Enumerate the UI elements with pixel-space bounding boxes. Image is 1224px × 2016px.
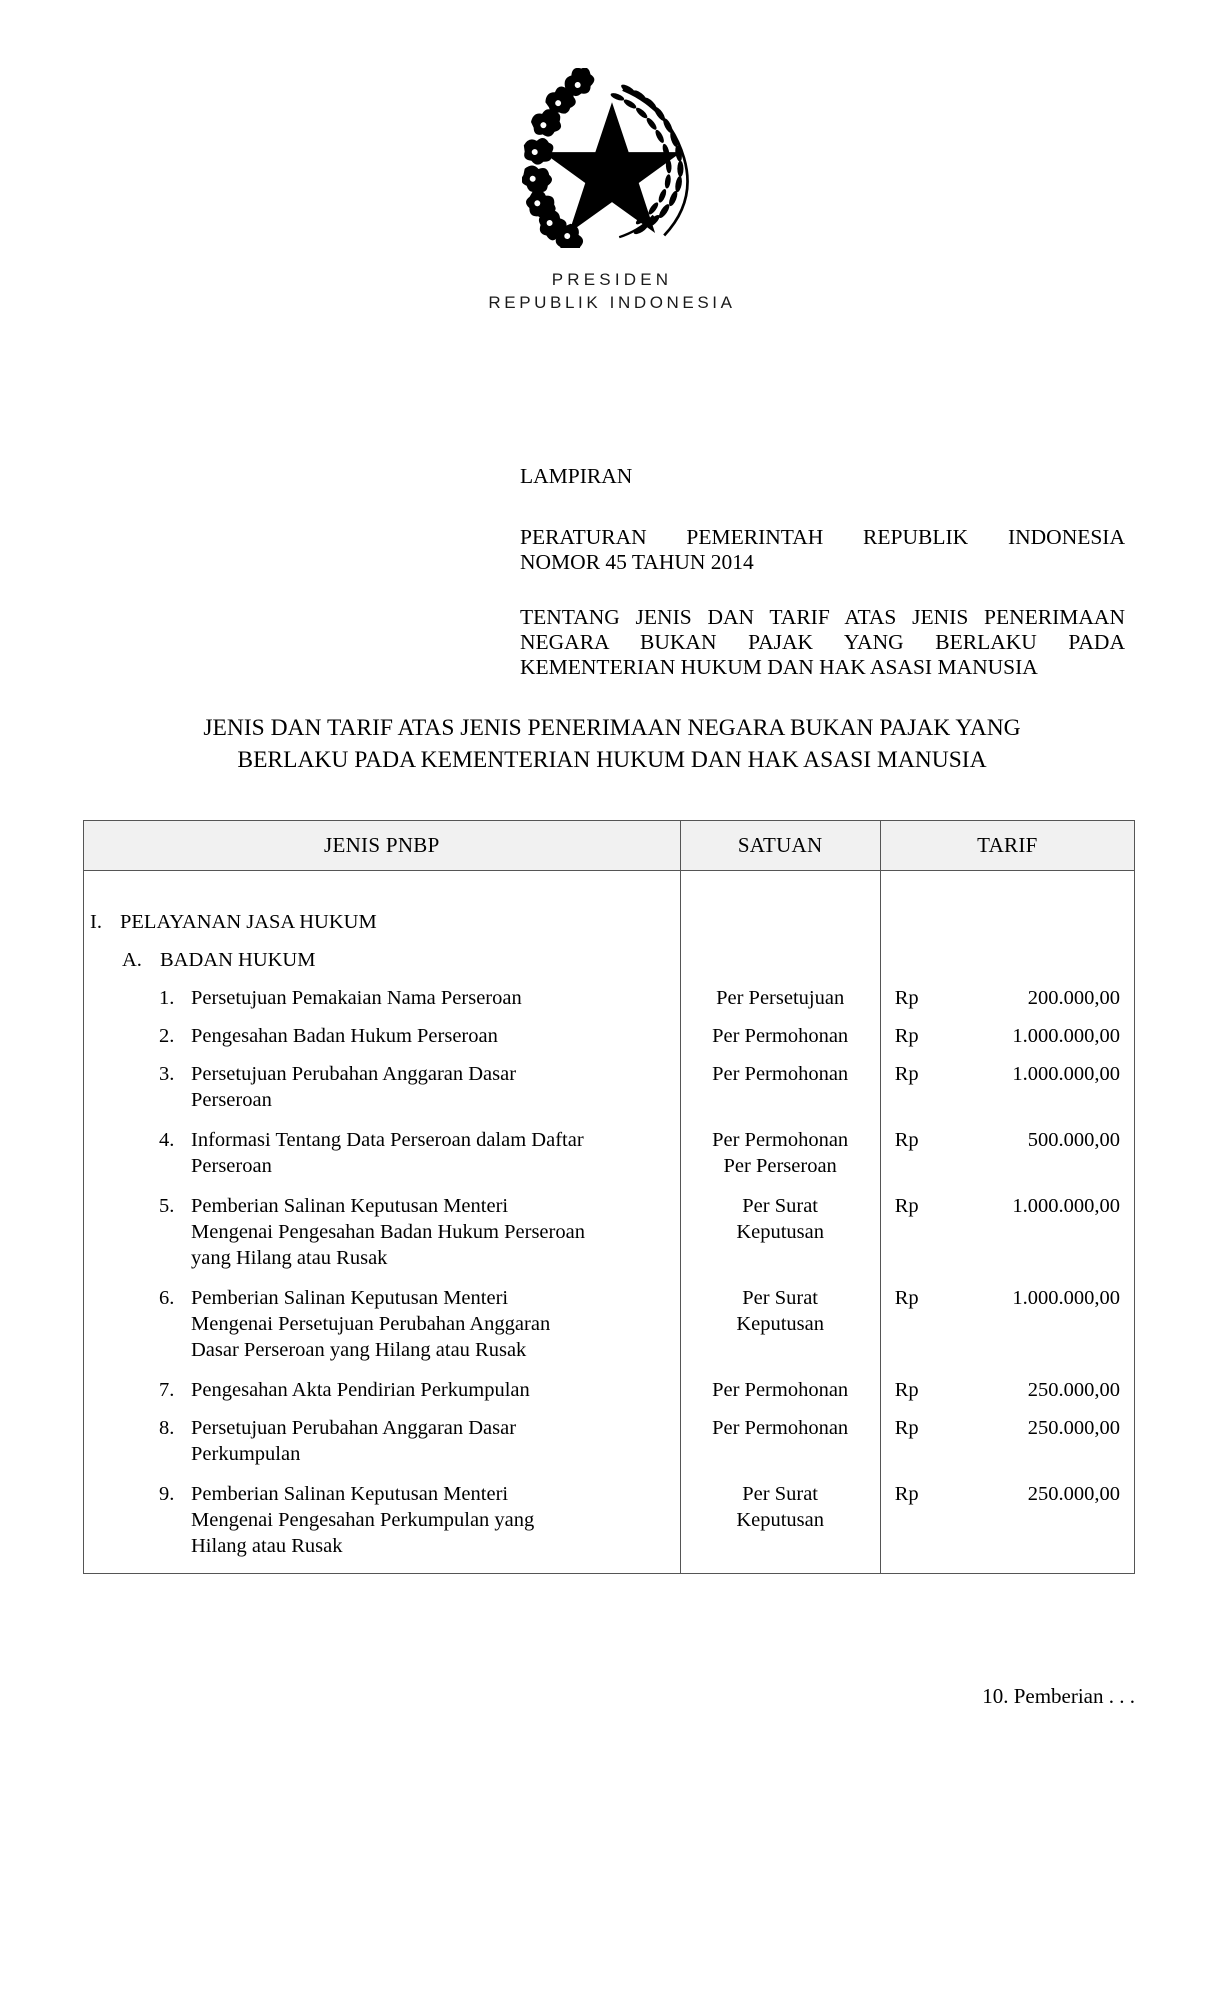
column-header-jenis: JENIS PNBP (84, 821, 681, 871)
item-text-line1: Pengesahan Badan Hukum Perseroan (191, 1025, 498, 1047)
currency-symbol: Rp (894, 1417, 919, 1439)
item-text-line2: Mengenai Pengesahan Badan Hukum Perseroan (191, 1221, 585, 1243)
section-label: PELAYANAN JASA HUKUM (120, 911, 377, 933)
satuan-line2: Keputusan (736, 1221, 824, 1243)
satuan-line2: Keputusan (736, 1313, 824, 1335)
table-row (84, 973, 1135, 1011)
cell-tarif (880, 1363, 1134, 1403)
item-text-line1: Informasi Tentang Data Perseroan dalam Daftar (191, 1129, 584, 1151)
cell-subsection-tarif (880, 935, 1134, 973)
tariff-amount: 250.000,00 (1027, 1379, 1120, 1401)
item-text-line1: Pengesahan Akta Pendirian Perkumpulan (191, 1379, 530, 1401)
emblem-caption (0, 268, 1224, 314)
tariff-amount: 1.000.000,00 (1012, 1195, 1120, 1217)
cell-satuan (680, 973, 880, 1011)
item-text-line3: yang Hilang atau Rusak (191, 1247, 388, 1269)
tariff-amount: 1.000.000,00 (1012, 1287, 1120, 1309)
satuan-line1: Per Permohonan (712, 1417, 849, 1439)
currency-symbol: Rp (894, 1379, 919, 1401)
satuan-line1: Per Permohonan (712, 1379, 849, 1401)
pnbp-tariff-table (83, 820, 1135, 1574)
cell-section-title (84, 871, 681, 936)
table-row (84, 1049, 1135, 1113)
tentang-line-1: TENTANG JENIS DAN TARIF ATAS JENIS PENERIMAAN (520, 605, 1125, 629)
cell-satuan (680, 1113, 880, 1179)
cell-tarif (880, 1113, 1134, 1179)
cell-satuan (680, 1011, 880, 1049)
item-text-line2: Perseroan (191, 1155, 272, 1177)
cell-jenis (84, 1363, 681, 1403)
page-title (140, 712, 1084, 776)
cell-tarif (880, 1179, 1134, 1271)
cell-tarif (880, 973, 1134, 1011)
presidential-emblem (0, 68, 1224, 253)
item-number: 9. (159, 1483, 175, 1505)
item-text-line3: Dasar Perseroan yang Hilang atau Rusak (191, 1339, 527, 1361)
emblem-caption-line2: REPUBLIK INDONESIA (488, 293, 736, 312)
tentang-line-3: KEMENTERIAN HUKUM DAN HAK ASASI MANUSIA (520, 655, 1038, 679)
table-row (84, 1113, 1135, 1179)
table-row (84, 1467, 1135, 1574)
table-row (84, 1011, 1135, 1049)
currency-symbol: Rp (894, 1195, 919, 1217)
tariff-amount: 200.000,00 (1027, 987, 1120, 1009)
cell-tarif (880, 1011, 1134, 1049)
item-text-line1: Pemberian Salinan Keputusan Menteri (191, 1287, 509, 1309)
satuan-line2: Keputusan (736, 1509, 824, 1531)
pnbp-table-container (83, 820, 1135, 1574)
table-row (84, 1403, 1135, 1467)
item-number: 7. (159, 1379, 175, 1401)
satuan-line1: Per Permohonan (712, 1063, 849, 1085)
cell-jenis (84, 1271, 681, 1363)
table-row-section (84, 871, 1135, 936)
regulation-line-2: NOMOR 45 TAHUN 2014 (520, 550, 754, 574)
cell-satuan (680, 1179, 880, 1271)
currency-symbol: Rp (894, 1063, 919, 1085)
table-header-row (84, 821, 1135, 871)
item-number: 1. (159, 987, 175, 1009)
table-row (84, 1179, 1135, 1271)
item-number: 6. (159, 1287, 175, 1309)
cell-tarif (880, 1049, 1134, 1113)
satuan-line1: Per Permohonan (712, 1025, 849, 1047)
cell-jenis (84, 1467, 681, 1574)
satuan-line1: Per Surat (742, 1287, 819, 1309)
currency-symbol: Rp (894, 1129, 919, 1151)
cell-satuan (680, 1049, 880, 1113)
item-text-line1: Persetujuan Pemakaian Nama Perseroan (191, 987, 522, 1009)
item-text-line1: Persetujuan Perubahan Anggaran Dasar (191, 1417, 517, 1439)
cell-section-satuan (680, 871, 880, 936)
item-text-line1: Persetujuan Perubahan Anggaran Dasar (191, 1063, 517, 1085)
item-text-line3: Hilang atau Rusak (191, 1535, 343, 1557)
cell-tarif (880, 1467, 1134, 1574)
currency-symbol: Rp (894, 1287, 919, 1309)
subsection-number: A. (122, 949, 142, 971)
subsection-label: BADAN HUKUM (160, 949, 316, 971)
item-text-line2: Perkumpulan (191, 1443, 301, 1465)
column-header-tarif: TARIF (880, 821, 1134, 871)
tariff-amount: 1.000.000,00 (1012, 1063, 1120, 1085)
cell-jenis (84, 1403, 681, 1467)
cell-section-tarif (880, 871, 1134, 936)
currency-symbol: Rp (894, 1025, 919, 1047)
item-number: 4. (159, 1129, 175, 1151)
satuan-line1: Per Permohonan (712, 1129, 849, 1151)
satuan-line1: Per Surat (742, 1483, 819, 1505)
cell-jenis (84, 1113, 681, 1179)
item-text-line2: Mengenai Persetujuan Perubahan Anggaran (191, 1313, 551, 1335)
cell-subsection-title (84, 935, 681, 973)
cell-jenis (84, 1011, 681, 1049)
cell-subsection-satuan (680, 935, 880, 973)
tariff-amount: 500.000,00 (1027, 1129, 1120, 1151)
tentang-reference (520, 605, 1125, 680)
table-row (84, 1271, 1135, 1363)
cell-satuan (680, 1467, 880, 1574)
item-number: 8. (159, 1417, 175, 1439)
table-row-subsection (84, 935, 1135, 973)
table-header (84, 821, 1135, 871)
cell-satuan (680, 1403, 880, 1467)
satuan-line1: Per Surat (742, 1195, 819, 1217)
lampiran-label: LAMPIRAN (520, 464, 633, 488)
table-body (84, 871, 1135, 1574)
tariff-amount: 250.000,00 (1027, 1417, 1120, 1439)
column-header-satuan: SATUAN (680, 821, 880, 871)
cell-satuan (680, 1271, 880, 1363)
continuation-note: 10. Pemberian . . . (982, 1684, 1135, 1708)
item-text-line1: Pemberian Salinan Keputusan Menteri (191, 1483, 509, 1505)
regulation-line-1: PERATURAN PEMERINTAH REPUBLIK INDONESIA (520, 525, 1125, 549)
cell-jenis (84, 973, 681, 1011)
cell-jenis (84, 1049, 681, 1113)
item-text-line2: Perseroan (191, 1089, 272, 1111)
page-title-line-2: BERLAKU PADA KEMENTERIAN HUKUM DAN HAK ASASI MANUSIA (237, 747, 987, 773)
satuan-line1: Per Persetujuan (716, 987, 845, 1009)
cell-satuan (680, 1363, 880, 1403)
emblem-caption-line1: PRESIDEN (551, 270, 673, 289)
currency-symbol: Rp (894, 987, 919, 1009)
tentang-line-2: NEGARA BUKAN PAJAK YANG BERLAKU PADA (520, 630, 1125, 654)
item-text-line2: Mengenai Pengesahan Perkumpulan yang (191, 1509, 535, 1531)
item-text-line1: Pemberian Salinan Keputusan Menteri (191, 1195, 509, 1217)
page-title-line-1: JENIS DAN TARIF ATAS JENIS PENERIMAAN NEGARA BUKAN PAJAK YANG (203, 715, 1021, 741)
section-number: I. (90, 911, 102, 933)
item-number: 5. (159, 1195, 175, 1217)
star-wreath-emblem-icon (522, 68, 702, 248)
tariff-amount: 1.000.000,00 (1012, 1025, 1120, 1047)
cell-tarif (880, 1271, 1134, 1363)
regulation-reference (520, 525, 1125, 575)
cell-jenis (84, 1179, 681, 1271)
tariff-amount: 250.000,00 (1027, 1483, 1120, 1505)
cell-tarif (880, 1403, 1134, 1467)
item-number: 2. (159, 1025, 175, 1047)
item-number: 3. (159, 1063, 175, 1085)
table-row (84, 1363, 1135, 1403)
currency-symbol: Rp (894, 1483, 919, 1505)
attachment-header-block (520, 464, 1125, 680)
satuan-line2: Per Perseroan (723, 1155, 837, 1177)
